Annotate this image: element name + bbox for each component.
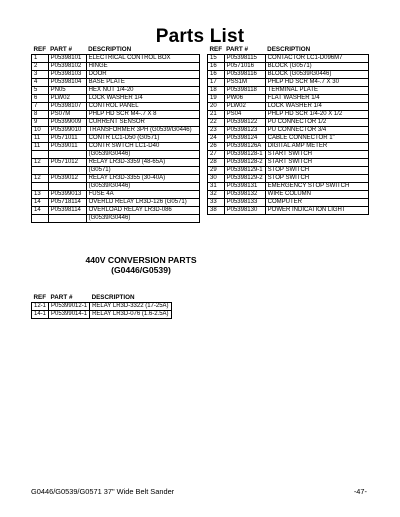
cell-description: OVERLD RELAY LR3D-126 (G0571): [86, 199, 199, 207]
table-row: [208, 191, 369, 199]
table-row: [32, 159, 200, 167]
table-row: [208, 71, 369, 79]
table-row: [208, 55, 369, 63]
cell-part-number: P05398104: [48, 79, 86, 87]
table-row: [208, 127, 369, 135]
cell-ref: 23: [208, 127, 225, 135]
cell-ref: 5: [32, 87, 49, 95]
cell-description: HINGE: [86, 63, 199, 71]
cell-ref: 22: [208, 119, 225, 127]
cell-part-number: P05398132: [224, 191, 265, 199]
cell-part-number: P05398129-1: [224, 167, 265, 175]
cell-part-number: P05398129-2: [224, 175, 265, 183]
cell-description: START SWITCH: [265, 151, 368, 159]
cell-ref: [32, 183, 49, 191]
cell-ref: 14-1: [32, 311, 49, 319]
cell-part-number: PLW02: [48, 95, 86, 103]
table-row: [32, 183, 200, 191]
conversion-section-title: [31, 255, 251, 275]
cell-ref: 26: [208, 143, 225, 151]
cell-description: (G0539/G0446): [86, 151, 199, 159]
cell-part-number: [48, 183, 86, 191]
table-row: [32, 111, 200, 119]
table-row: [208, 199, 369, 207]
cell-part-number: PS07M: [48, 111, 86, 119]
cell-part-number: P0539012: [48, 175, 86, 183]
cell-ref: 28: [208, 159, 225, 167]
table-row: [32, 71, 200, 79]
cell-part-number: PLW02: [224, 103, 265, 111]
cell-description: DIGITAL AMP METER: [265, 143, 368, 151]
cell-part-number: P05399010: [48, 127, 86, 135]
cell-part-number: P05399013: [48, 191, 86, 199]
cell-ref: 2: [32, 63, 49, 71]
cell-part-number: [48, 215, 86, 223]
table-row: [32, 151, 200, 159]
parts-table-left: [31, 46, 200, 223]
cell-description: RELAY LR3D-3359 (48-65A): [86, 159, 199, 167]
cell-part-number: PW06: [224, 95, 265, 103]
cell-description: EMERGENCY STOP SWITCH: [265, 183, 368, 191]
header-part-number: PART #: [50, 294, 73, 301]
cell-description: CURRENT SENSOR: [86, 119, 199, 127]
cell-ref: 14: [32, 207, 49, 215]
table-row: [208, 159, 369, 167]
header-description: DESCRIPTION: [91, 294, 135, 301]
table-row: [208, 167, 369, 175]
cell-description: CONTR SWTCH LC1-D40: [86, 143, 199, 151]
cell-description: PHLP HD SCR M4-.7 X 30: [265, 79, 368, 87]
cell-ref: [32, 167, 49, 175]
table-row: [208, 135, 369, 143]
cell-description: BLOCK (G0571): [265, 63, 368, 71]
cell-part-number: P05398102: [48, 63, 86, 71]
cell-part-number: P05398101: [48, 55, 86, 63]
cell-ref: 6: [32, 95, 49, 103]
cell-description: START SWITCH: [265, 159, 368, 167]
table-row: [208, 207, 369, 215]
table-row: [32, 191, 200, 199]
cell-part-number: P05398115: [224, 55, 265, 63]
table-row: [208, 183, 369, 191]
cell-ref: 4: [32, 79, 49, 87]
cell-ref: 29: [208, 167, 225, 175]
table-row: [208, 143, 369, 151]
cell-description: RELAY LR3D-076 (1.6-2.5A): [90, 311, 172, 319]
cell-ref: 7: [32, 103, 49, 111]
cell-part-number: P05398131: [224, 183, 265, 191]
cell-description: PHLP HD SCR M4-.7 X 8: [86, 111, 199, 119]
cell-ref: 21: [208, 111, 225, 119]
cell-part-number: P05398103: [48, 71, 86, 79]
cell-part-number: P0571012: [48, 159, 86, 167]
cell-part-number: P05398122: [224, 119, 265, 127]
header-part-number: PART #: [226, 46, 249, 53]
header-ref: REF: [33, 294, 47, 301]
table-row: [208, 95, 369, 103]
cell-part-number: P05398107: [48, 103, 86, 111]
table-row: [32, 175, 200, 183]
cell-ref: 11: [32, 135, 49, 143]
cell-part-number: [48, 151, 86, 159]
cell-part-number: P05399014-1: [49, 311, 90, 319]
parts-table-right: [207, 46, 369, 215]
cell-part-number: P05398130: [224, 207, 265, 215]
table-row: [32, 215, 200, 223]
table-row: [32, 95, 200, 103]
cell-ref: 13: [32, 191, 49, 199]
table-row: [208, 151, 369, 159]
table-row: [32, 199, 200, 207]
cell-ref: 3: [32, 71, 49, 79]
cell-part-number: P0571016: [224, 63, 265, 71]
cell-description: FUSE 4A: [86, 191, 199, 199]
cell-ref: 18: [208, 87, 225, 95]
cell-ref: 30: [208, 175, 225, 183]
cell-description: FLAT WASHER 1/4: [265, 95, 368, 103]
cell-description: BASE PLATE: [86, 79, 199, 87]
table-row: [208, 119, 369, 127]
cell-description: PU CONNECTOR 3/4: [265, 127, 368, 135]
cell-part-number: P05399009: [48, 119, 86, 127]
cell-description: CONTROL PANEL: [86, 103, 199, 111]
cell-description: RELAY LR3D-3322 (17-25A): [90, 303, 172, 311]
table-row: [32, 87, 200, 95]
cell-description: STOP SWITCH: [265, 175, 368, 183]
table-row: [208, 175, 369, 183]
page-title: Parts List: [155, 26, 245, 47]
cell-description: PHLP HD SCR 1/4-20 X 1/2: [265, 111, 368, 119]
conversion-title-line2: (G0446/G0539): [111, 265, 171, 275]
cell-ref: 27: [208, 151, 225, 159]
cell-ref: 16: [208, 63, 225, 71]
cell-part-number: P05399012-1: [49, 303, 90, 311]
cell-part-number: P0571011: [48, 135, 86, 143]
conversion-title-line1: 440V CONVERSION PARTS: [85, 255, 197, 265]
cell-ref: 38: [208, 207, 225, 215]
footer-page-number: -47-: [353, 487, 367, 496]
cell-ref: 9: [32, 119, 49, 127]
cell-description: POWER INDICATION LIGHT: [265, 207, 368, 215]
cell-part-number: PS04: [224, 111, 265, 119]
table-row: [208, 63, 369, 71]
footer-model-text: G0446/G0539/G0571 37" Wide Belt Sander: [31, 487, 175, 496]
cell-description: COMPUTER: [265, 199, 368, 207]
cell-description: BLOCK (G0539/G0446): [265, 71, 368, 79]
cell-part-number: P05398114: [48, 207, 86, 215]
table-row: [208, 111, 369, 119]
cell-ref: 31: [208, 183, 225, 191]
cell-description: HEX NUT 1/4-20: [86, 87, 199, 95]
header-part-number: PART #: [50, 46, 73, 53]
table-row: [32, 135, 200, 143]
cell-ref: 8: [32, 111, 49, 119]
table-row: [32, 303, 172, 311]
header-description: DESCRIPTION: [88, 46, 132, 53]
cell-ref: 11: [32, 143, 49, 151]
table-row: [32, 311, 172, 319]
cell-ref: 1: [32, 55, 49, 63]
cell-part-number: P05398116: [224, 71, 265, 79]
table-row: [208, 87, 369, 95]
table-row: [32, 143, 200, 151]
cell-description: CABLE CONNECTOR 1": [265, 135, 368, 143]
cell-ref: [32, 215, 49, 223]
cell-part-number: PN05: [48, 87, 86, 95]
table-row: [32, 167, 200, 175]
cell-description: OVERLOAD RELAY LR3D-086: [86, 207, 199, 215]
cell-description: DOOR: [86, 71, 199, 79]
header-description: DESCRIPTION: [267, 46, 311, 53]
table-row: [208, 103, 369, 111]
header-ref: REF: [33, 46, 47, 53]
cell-description: CONTR LC1-D50 (G0571): [86, 135, 199, 143]
table-row: [32, 55, 200, 63]
header-ref: REF: [209, 46, 223, 53]
cell-part-number: P05398128-1: [224, 151, 265, 159]
cell-part-number: P0539011: [48, 143, 86, 151]
cell-description: CONTACTOR LC1-D096M7: [265, 55, 368, 63]
cell-part-number: P05398133: [224, 199, 265, 207]
cell-part-number: [48, 167, 86, 175]
cell-description: (G0571): [86, 167, 199, 175]
cell-part-number: P05398124: [224, 135, 265, 143]
cell-ref: 12: [32, 159, 49, 167]
table-row: [32, 207, 200, 215]
table-row: [32, 63, 200, 71]
cell-ref: 17: [208, 79, 225, 87]
cell-ref: [32, 151, 49, 159]
cell-ref: 12: [32, 175, 49, 183]
cell-part-number: P05398118: [224, 87, 265, 95]
cell-description: TERMINAL PLATE: [265, 87, 368, 95]
cell-description: (G0539/G0446): [86, 215, 199, 223]
cell-description: LOCK WASHER 1/4: [86, 95, 199, 103]
table-row: [32, 103, 200, 111]
conversion-parts-table: [31, 294, 172, 319]
cell-description: WIRE COLUMN: [265, 191, 368, 199]
cell-part-number: P05718114: [48, 199, 86, 207]
cell-ref: 15: [208, 55, 225, 63]
cell-ref: 12-1: [32, 303, 49, 311]
cell-ref: 14: [32, 199, 49, 207]
cell-ref: 19: [208, 95, 225, 103]
cell-description: ELECTRICAL CONTROL BOX: [86, 55, 199, 63]
table-row: [208, 79, 369, 87]
cell-description: RELAY LR3D-3355 (30-40A): [86, 175, 199, 183]
table-row: [32, 119, 200, 127]
cell-part-number: PSS1M: [224, 79, 265, 87]
cell-part-number: P05398126A: [224, 143, 265, 151]
table-row: [32, 127, 200, 135]
cell-description: (G0539/G0446): [86, 183, 199, 191]
cell-description: PU CONNECTOR 1/2: [265, 119, 368, 127]
cell-ref: 24: [208, 135, 225, 143]
cell-ref: 20: [208, 103, 225, 111]
cell-description: STOP SWITCH: [265, 167, 368, 175]
cell-description: LOCK WASHER 1/4: [265, 103, 368, 111]
cell-part-number: P05398128-2: [224, 159, 265, 167]
cell-ref: 32: [208, 191, 225, 199]
cell-ref: 16: [208, 71, 225, 79]
cell-ref: 33: [208, 199, 225, 207]
cell-ref: 10: [32, 127, 49, 135]
cell-part-number: P05398123: [224, 127, 265, 135]
table-row: [32, 79, 200, 87]
cell-description: TRANSFORMER 3PH (G0539/G0446): [86, 127, 199, 135]
